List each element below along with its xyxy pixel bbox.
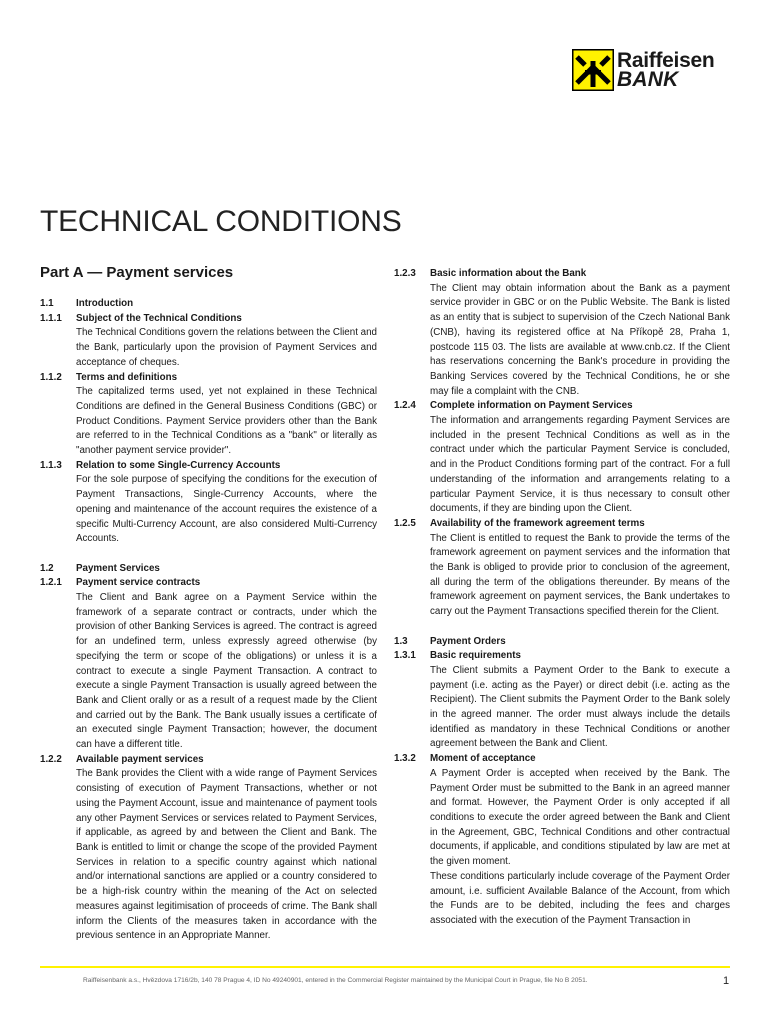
section-paragraph: These conditions particularly include coverage of the Payment Order amount, i.e. sufficient Available Balance of the Account, from which the Funds are to be debited, including the fees and charges associated with the execution of the Payment Transaction in [430, 870, 730, 926]
document-title: TECHNICAL CONDITIONS [40, 205, 402, 238]
section-1-1-2 [40, 371, 377, 459]
section-heading: Availability of the framework agreement terms [430, 517, 645, 529]
raiffeisen-logo [572, 49, 714, 91]
section-paragraph: The Client is entitled to request the Bank to provide the terms of the framework agreement on payment services and the information that the Bank is obliged to provide prior to conclusion of the agreement, all during the term of the obligations thereunder. By means of the framework agreement on payment services, the Bank undertakes to carry out the Payment Transactions specified therein for the Client. [430, 532, 730, 618]
section-heading: Basic information about the Bank [430, 268, 587, 279]
section-heading: Subject of the Technical Conditions [76, 312, 242, 324]
section-heading: Basic requirements [430, 650, 521, 662]
section-number: 1.1.3 [40, 459, 62, 471]
section-paragraph: The Client submits a Payment Order to the Bank to execute a payment (i.e. acting as the Payer) or direct debit (i.e. acting as the Recipient). The Client submits the Payment Order to the Bank solely in the agreed manner. The order must always include the details identified as mandatory in these Technical Conditions or another agreement between the Bank and Client. [430, 664, 730, 750]
section-body [430, 649, 730, 752]
section-1-2 [40, 562, 377, 577]
section-heading: Introduction [76, 298, 134, 309]
section-body [76, 371, 377, 459]
section-number: 1.3 [394, 635, 408, 647]
footer-divider [40, 966, 730, 968]
section-paragraph: The Client may obtain information about the Bank as a payment service provider in GBC or on the Public Website. The Bank is listed as an entity that is subject to supervision of the Czech National Bank (CNB), having its registered office at Na Příkopě 28, Praha 1, postcode 115 03. The lists are available at www.cnb.cz. If the Client has reservations concerning the Bank's procedure in providing the Banking Services covered by the Technical Conditions, he or she may file a complaint with the CNB. [430, 282, 730, 397]
section-body [76, 576, 377, 752]
logo-line-1: Raiffeisen [617, 49, 715, 72]
section-body [430, 752, 730, 928]
right-column [394, 267, 730, 929]
section-body [76, 753, 377, 944]
section-heading: Relation to some Single-Currency Accounts [76, 459, 281, 471]
section-1-2-1 [40, 576, 377, 752]
section-body [76, 459, 377, 547]
section-1-3 [394, 635, 730, 650]
section-paragraph: The Client and Bank agree on a Payment Service within the framework of a separate contract or contracts, under which the provision of other Banking Services is agreed. The contract is agreed for an undefined term, unless expressly agreed otherwise (by specifying the term or scope of the obligations) or unless it is a contract to execute a single Payment Transaction. A contract to execute a single Payment Transaction is usually agreed between the Bank and Client orally or as a result of a request made by the Client and carried out by the Bank. The Bank usually issues a certificate of an executed single Payment Transaction; however, the document can have a different title. [76, 592, 377, 751]
section-heading: Complete information on Payment Services [430, 400, 633, 412]
section-heading: Available payment services [76, 753, 204, 765]
raiffeisen-gable-cross-icon [572, 49, 614, 91]
section-heading: Payment Orders [430, 635, 506, 647]
section-paragraph: A Payment Order is accepted when received by the Bank. The Payment Order must be submitted to the Bank in an agreed manner and format. However, the Payment Order is only accepted if all conditions to execute the order agreed between the Bank and Client in the Agreement, GBC, Technical Conditions and other contractual documents, if applicable, and conditions stipulated by law are met at the given moment. [430, 767, 730, 868]
section-number: 1.1 [40, 298, 54, 309]
section-paragraph: The capitalized terms used, yet not explained in these Technical Conditions are defined in the General Business Conditions (GBC) or Product Conditions. Payment Service providers other than the Bank are referred to in the Technical Conditions as a "bank" or literally as "another payment service provider". [76, 386, 377, 457]
section-1-2-2 [40, 753, 377, 944]
section-1-2-4 [394, 399, 730, 517]
section-paragraph: The information and arrangements regarding Payment Services are included in the present Technical Conditions as well as in the contract under which the particular Payment Service is concluded, and in the Product Conditions forming part of the contract. For a full understanding of the information and arrangements relating to a particular Payment Service, it is thus necessary to consult other documents, if they are binding upon the Client. [430, 415, 730, 515]
section-body [430, 635, 730, 650]
section-1-2-3 [394, 267, 730, 399]
section-number: 1.1.2 [40, 371, 62, 383]
footer-legal-text: Raiffeisenbank a.s., Hvězdova 1716/2b, 140 78 Prague 4, ID No 49240901, entered in the Commercial Register maintained by the Municipal Court in Prague, file No B 2051. [83, 977, 588, 984]
section-1-3-1 [394, 649, 730, 752]
section-heading: Payment service contracts [76, 577, 201, 589]
section-paragraph: The Technical Conditions govern the relations between the Client and the Bank, particularly upon the provision of Payment Services and acceptance of cheques. [76, 327, 377, 368]
section-number: 1.2.1 [40, 577, 62, 589]
section-number: 1.2.5 [394, 517, 416, 529]
section-1-3-2 [394, 752, 730, 928]
section-number: 1.2.4 [394, 400, 416, 412]
section-1-2-5 [394, 517, 730, 620]
section-number: 1.2.3 [394, 268, 416, 279]
right-sections [394, 267, 730, 929]
section-heading: Payment Services [76, 562, 160, 574]
section-body [430, 267, 730, 399]
section-body [76, 562, 377, 577]
section-paragraph: The Bank provides the Client with a wide range of Payment Services consisting of execution of Payment Transactions, whether or not using the Payment Account, issue and maintenance of payment tools any other Payment Services or services related to Payment Services, if applicable, as agreed by and between the Client and Bank. The Bank is entitled to limit or change the scope of the provided Payment Services in relation to a specific country against which national and/or international sanctions are applied or a country considered to be a high-risk country within the meaning of the Act on selected measures against legitimisation of proceeds of crime. The Bank shall inform the Clients of the measures taken in accordance with the previous sentence in an Appropriate Manner. [76, 768, 377, 942]
section-number: 1.2.2 [40, 753, 62, 765]
left-sections [40, 297, 377, 944]
section-spacer [40, 547, 377, 562]
section-number: 1.3.2 [394, 753, 416, 765]
section-body [76, 312, 377, 371]
section-number: 1.2 [40, 562, 54, 574]
section-number: 1.3.1 [394, 650, 416, 662]
section-spacer [394, 620, 730, 635]
section-paragraph: For the sole purpose of specifying the conditions for the execution of Payment Transactions, Single-Currency Accounts, where the opening and maintenance of the account requires the existence of a specific Multi-Currency Account, are also considered Multi-Currency Accounts. [76, 474, 377, 545]
part-title: Part A — Payment services [40, 264, 234, 281]
section-heading: Terms and definitions [76, 371, 178, 383]
section-number: 1.1.1 [40, 312, 62, 324]
left-column [40, 262, 377, 944]
section-1-1-1 [40, 312, 377, 371]
logo-line-2: BANK [617, 68, 679, 91]
section-body [430, 399, 730, 517]
section-1-1-3 [40, 459, 377, 547]
section-1-1 [40, 297, 377, 312]
section-body [76, 297, 377, 312]
page-number: 1 [723, 975, 730, 987]
section-body [430, 517, 730, 620]
section-heading: Moment of acceptance [430, 753, 536, 765]
